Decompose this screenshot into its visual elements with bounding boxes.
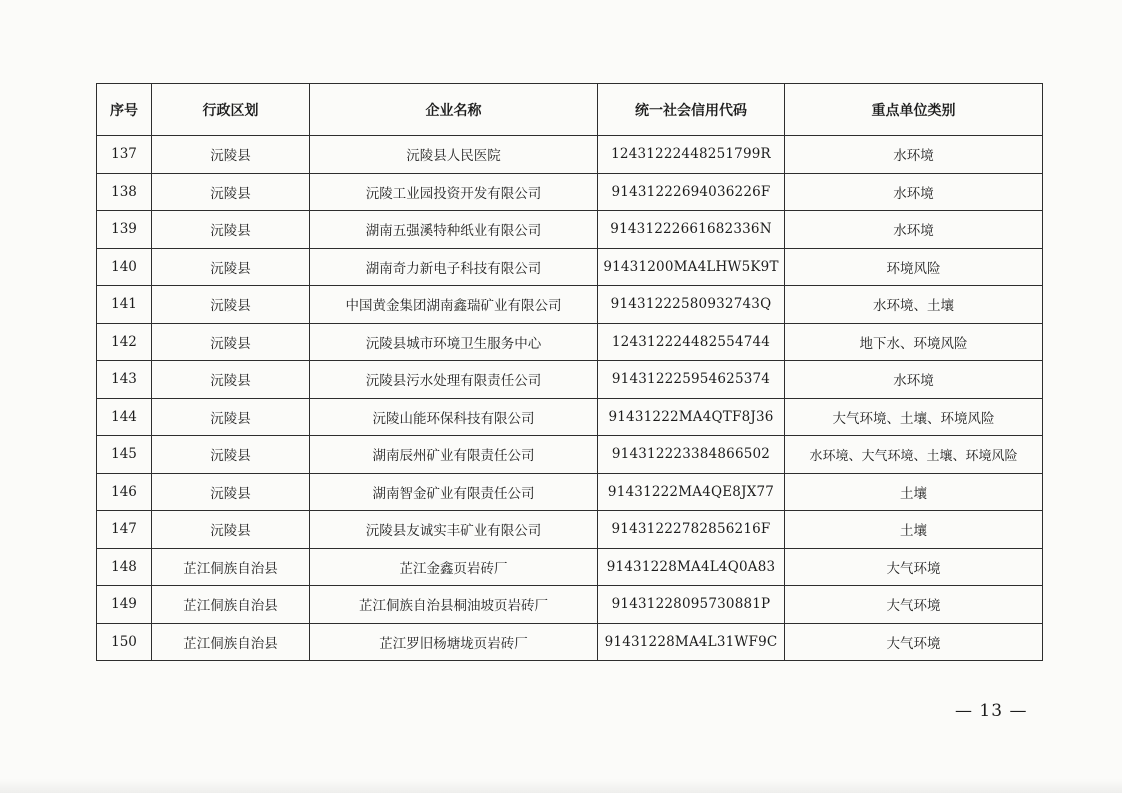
row-category: 水环境 — [785, 173, 1043, 211]
enterprise-table — [96, 83, 1043, 661]
row-index: 141 — [97, 286, 152, 324]
row-company: 芷江侗族自治县桐油坡页岩砖厂 — [310, 586, 598, 624]
table-row — [97, 173, 1043, 211]
table-row — [97, 511, 1043, 549]
row-district: 沅陵县 — [152, 136, 310, 174]
row-index: 146 — [97, 473, 152, 511]
page-number: — 13 — — [955, 701, 1028, 721]
header-category: 重点单位类别 — [785, 84, 1043, 136]
row-index: 140 — [97, 248, 152, 286]
table-row — [97, 623, 1043, 661]
row-category: 水环境、土壤 — [785, 286, 1043, 324]
row-company: 沅陵县友诚实丰矿业有限公司 — [310, 511, 598, 549]
row-index: 144 — [97, 398, 152, 436]
row-district: 沅陵县 — [152, 211, 310, 249]
row-credit-code: 91431222MA4QTF8J36 — [598, 398, 785, 436]
table-row — [97, 323, 1043, 361]
table-row — [97, 286, 1043, 324]
row-district: 沅陵县 — [152, 248, 310, 286]
header-credit-code: 统一社会信用代码 — [598, 84, 785, 136]
row-category: 土壤 — [785, 473, 1043, 511]
row-district: 沅陵县 — [152, 286, 310, 324]
row-district: 沅陵县 — [152, 473, 310, 511]
row-index: 145 — [97, 436, 152, 474]
row-credit-code: 91431228095730881P — [598, 586, 785, 624]
row-credit-code: 914312225954625374 — [598, 361, 785, 399]
row-index: 148 — [97, 548, 152, 586]
row-index: 142 — [97, 323, 152, 361]
row-index: 138 — [97, 173, 152, 211]
table-row — [97, 248, 1043, 286]
row-credit-code: 91431200MA4LHW5K9T — [598, 248, 785, 286]
table-row — [97, 473, 1043, 511]
row-category: 大气环境 — [785, 623, 1043, 661]
row-category: 水环境、大气环境、土壤、环境风险 — [785, 436, 1043, 474]
row-company: 中国黄金集团湖南鑫瑞矿业有限公司 — [310, 286, 598, 324]
row-credit-code: 91431228MA4L4Q0A83 — [598, 548, 785, 586]
row-district: 沅陵县 — [152, 323, 310, 361]
row-credit-code: 91431222MA4QE8JX77 — [598, 473, 785, 511]
row-category: 大气环境 — [785, 548, 1043, 586]
row-district: 芷江侗族自治县 — [152, 548, 310, 586]
row-company: 芷江金鑫页岩砖厂 — [310, 548, 598, 586]
row-credit-code: 91431222694036226F — [598, 173, 785, 211]
table-row — [97, 436, 1043, 474]
row-category: 水环境 — [785, 211, 1043, 249]
row-company: 沅陵县城市环境卫生服务中心 — [310, 323, 598, 361]
row-company: 湖南五强溪特种纸业有限公司 — [310, 211, 598, 249]
table-row — [97, 361, 1043, 399]
row-index: 137 — [97, 136, 152, 174]
table-header-row — [97, 84, 1043, 136]
row-company: 湖南辰州矿业有限责任公司 — [310, 436, 598, 474]
row-credit-code: 12431222448251799R — [598, 136, 785, 174]
header-company: 企业名称 — [310, 84, 598, 136]
row-district: 沅陵县 — [152, 511, 310, 549]
row-category: 大气环境 — [785, 586, 1043, 624]
row-company: 沅陵山能环保科技有限公司 — [310, 398, 598, 436]
row-credit-code: 124312224482554744 — [598, 323, 785, 361]
row-credit-code: 91431228MA4L31WF9C — [598, 623, 785, 661]
row-company: 芷江罗旧杨塘垅页岩砖厂 — [310, 623, 598, 661]
row-company: 湖南奇力新电子科技有限公司 — [310, 248, 598, 286]
page-bottom-shadow — [0, 779, 1122, 793]
table-row — [97, 586, 1043, 624]
row-category: 水环境 — [785, 361, 1043, 399]
row-credit-code: 91431222661682336N — [598, 211, 785, 249]
row-district: 沅陵县 — [152, 398, 310, 436]
row-district: 沅陵县 — [152, 436, 310, 474]
row-index: 143 — [97, 361, 152, 399]
row-index: 149 — [97, 586, 152, 624]
row-category: 环境风险 — [785, 248, 1043, 286]
row-category: 土壤 — [785, 511, 1043, 549]
row-credit-code: 914312223384866502 — [598, 436, 785, 474]
row-credit-code: 91431222782856216F — [598, 511, 785, 549]
row-district: 沅陵县 — [152, 173, 310, 211]
row-district: 沅陵县 — [152, 361, 310, 399]
row-company: 沅陵县人民医院 — [310, 136, 598, 174]
row-category: 地下水、环境风险 — [785, 323, 1043, 361]
row-category: 大气环境、土壤、环境风险 — [785, 398, 1043, 436]
row-company: 沅陵县污水处理有限责任公司 — [310, 361, 598, 399]
row-district: 芷江侗族自治县 — [152, 586, 310, 624]
header-index: 序号 — [97, 84, 152, 136]
row-company: 湖南智金矿业有限责任公司 — [310, 473, 598, 511]
row-district: 芷江侗族自治县 — [152, 623, 310, 661]
row-index: 147 — [97, 511, 152, 549]
header-district: 行政区划 — [152, 84, 310, 136]
row-credit-code: 91431222580932743Q — [598, 286, 785, 324]
table-row — [97, 548, 1043, 586]
table-row — [97, 136, 1043, 174]
row-index: 150 — [97, 623, 152, 661]
table-row — [97, 211, 1043, 249]
row-category: 水环境 — [785, 136, 1043, 174]
row-index: 139 — [97, 211, 152, 249]
table-row — [97, 398, 1043, 436]
row-company: 沅陵工业园投资开发有限公司 — [310, 173, 598, 211]
